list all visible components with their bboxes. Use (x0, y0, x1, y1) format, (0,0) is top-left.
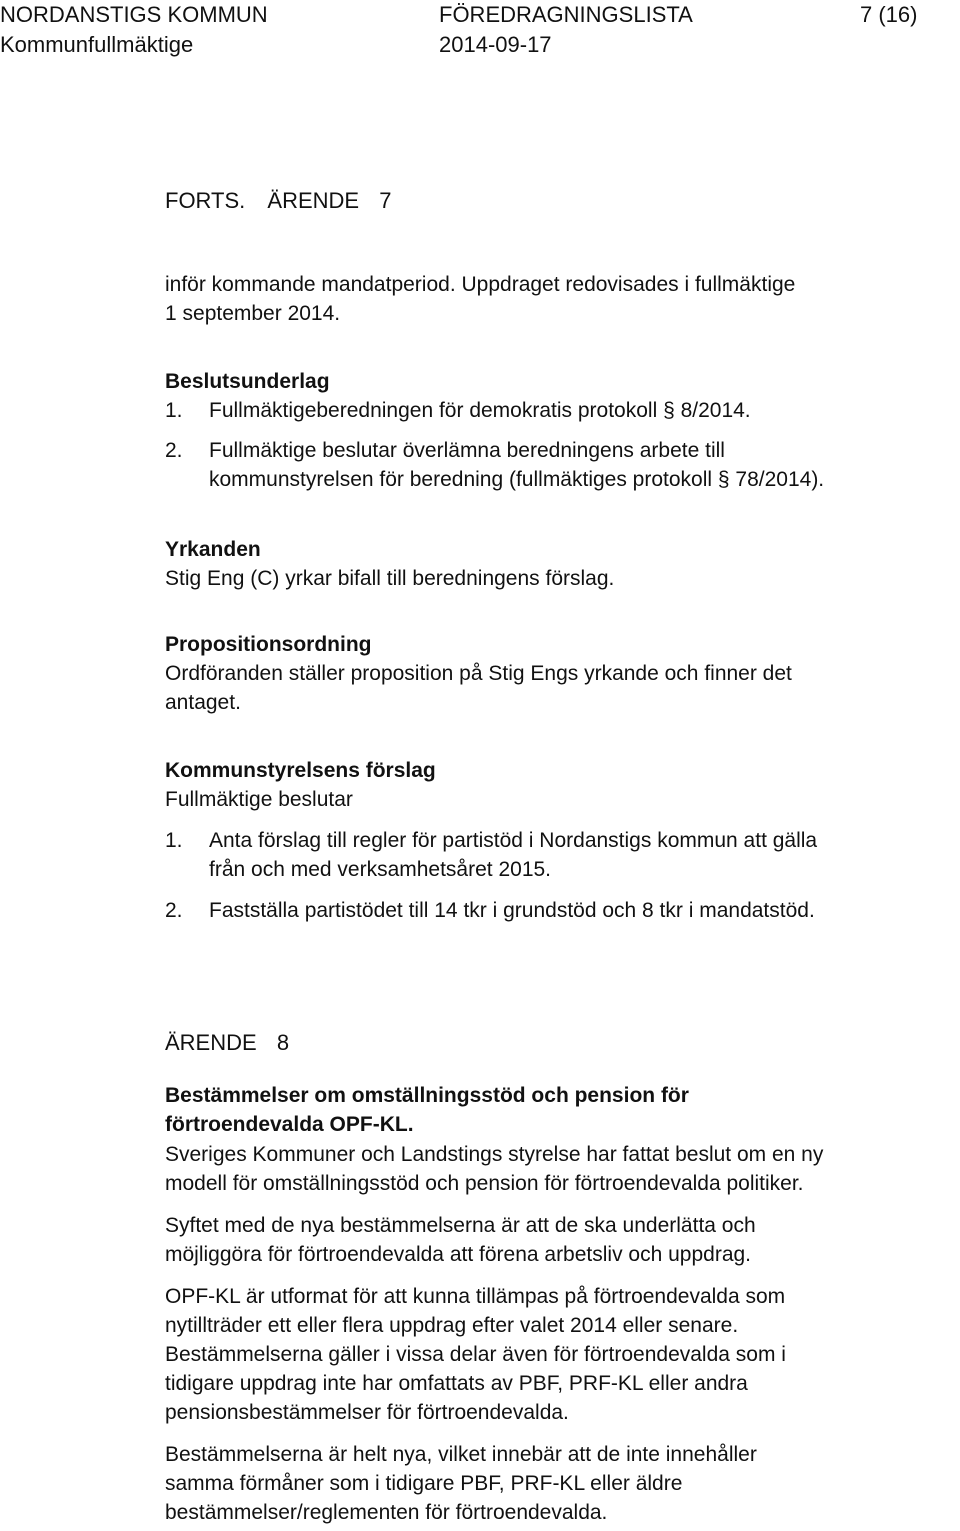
heading-word: ÄRENDE (267, 188, 360, 213)
heading-prefix: FORTS. (165, 188, 246, 213)
paragraph-line: OPF-KL är utformat för att kunna tillämpas på förtroendevalda som (165, 1285, 786, 1308)
list-item-text: Fullmäktigeberedningen för demokratis protokoll § 8/2014. (209, 399, 751, 422)
header-page: 7 (16) (860, 2, 918, 27)
heading-number: 7 (379, 188, 392, 213)
propositionsordning-text: antaget. (165, 691, 241, 714)
ks-forslag-title: Kommunstyrelsens förslag (165, 759, 436, 782)
heading-number: 8 (276, 1030, 290, 1055)
yrkanden-title: Yrkanden (165, 538, 261, 561)
paragraph-line: Bestämmelserna gäller i vissa delar även för förtroendevalda som i (165, 1343, 786, 1366)
paragraph-line: Bestämmelserna är helt nya, vilket innebär att de inte innehåller (165, 1443, 757, 1466)
paragraph-line: nytillträder ett eller flera uppdrag efter valet 2014 eller senare. (165, 1314, 739, 1337)
list-item-continuation: från och med verksamhetsåret 2015. (209, 858, 552, 881)
header-org: NORDANSTIGS KOMMUN (0, 2, 268, 27)
intro-line: 1 september 2014. (165, 302, 341, 325)
heading-word: ÄRENDE (165, 1030, 257, 1055)
arende-7-heading (165, 188, 391, 214)
intro-line: inför kommande mandatperiod. Uppdraget redovisades i fullmäktige (165, 273, 796, 296)
beslutsunderlag-title: Beslutsunderlag (165, 370, 330, 393)
yrkanden-text: Stig Eng (C) yrkar bifall till beredningens förslag. (165, 567, 615, 590)
propositionsordning-text: Ordföranden ställer proposition på Stig Engs yrkande och finner det (165, 662, 792, 685)
paragraph-line: pensionsbestämmelser för förtroendevalda. (165, 1401, 569, 1424)
beslutsunderlag-item-1 (165, 398, 751, 424)
beslutsunderlag-item-2 (165, 438, 725, 464)
list-item-text: Fullmäktige beslutar överlämna beredningens arbete till (209, 439, 725, 462)
paragraph-line: samma förmåner som i tidigare PBF, PRF-KL eller äldre (165, 1472, 683, 1495)
header-doc-type: FÖREDRAGNINGSLISTA (439, 2, 693, 27)
ks-forslag-item-2 (165, 898, 815, 924)
list-marker: 2. (165, 439, 183, 462)
paragraph-line: bestämmelser/reglementen för förtroendevalda. (165, 1501, 608, 1524)
paragraph-line: Sveriges Kommuner och Landstings styrelse har fattat beslut om en ny (165, 1143, 824, 1166)
header-date: 2014-09-17 (439, 32, 552, 57)
paragraph-line: Syftet med de nya bestämmelserna är att de ska underlätta och (165, 1214, 756, 1237)
paragraph-line: modell för omställningsstöd och pension för förtroendevalda politiker. (165, 1172, 804, 1195)
list-marker: 1. (165, 399, 183, 422)
ks-forslag-subtitle: Fullmäktige beslutar (165, 788, 353, 811)
paragraph-line: möjliggöra för förtroendevalda att förena arbetsliv och uppdrag. (165, 1243, 752, 1266)
arende-8-title: förtroendevalda OPF-KL. (165, 1113, 414, 1136)
list-marker: 1. (165, 829, 183, 852)
list-item-continuation: kommunstyrelsen för beredning (fullmäktiges protokoll § 78/2014). (209, 468, 825, 491)
arende-8-heading (165, 1030, 289, 1056)
list-marker: 2. (165, 899, 183, 922)
ks-forslag-item-1 (165, 828, 817, 854)
list-item-text: Fastställa partistödet till 14 tkr i grundstöd och 8 tkr i mandatstöd. (209, 899, 815, 922)
list-item-text: Anta förslag till regler för partistöd i Nordanstigs kommun att gälla (209, 829, 818, 852)
propositionsordning-title: Propositionsordning (165, 633, 372, 656)
arende-8-title: Bestämmelser om omställningsstöd och pension för (165, 1084, 689, 1107)
header-body: Kommunfullmäktige (0, 32, 194, 57)
paragraph-line: tidigare uppdrag inte har omfattats av PBF, PRF-KL eller andra (165, 1372, 748, 1395)
